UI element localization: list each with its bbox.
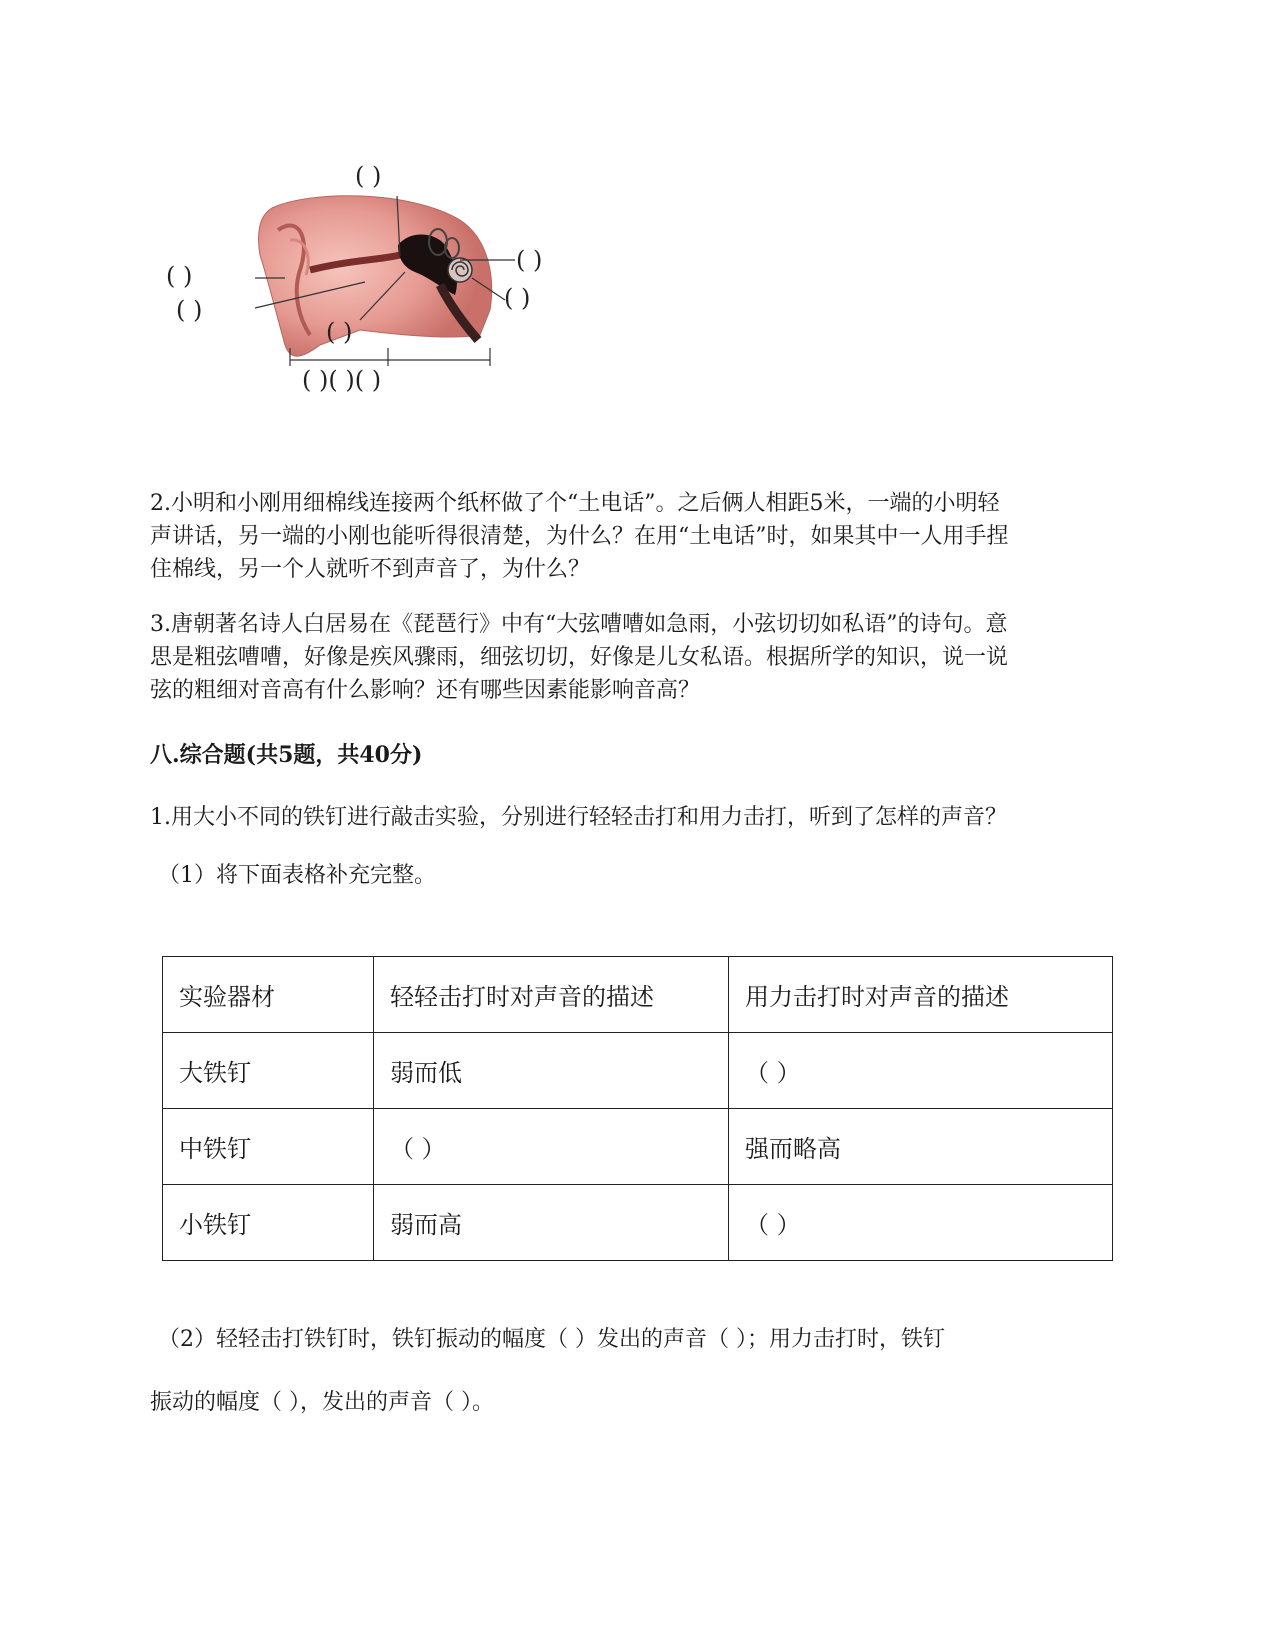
table-cell: 小铁钉 <box>163 1185 374 1261</box>
table-cell: 中铁钉 <box>163 1109 374 1185</box>
table-row <box>163 1185 1113 1261</box>
figure-label-left-upper: ( ) <box>166 262 193 290</box>
experiment-table <box>162 956 1113 1261</box>
question-2-line: 住棉线，另一个人就听不到声音了，为什么？ <box>150 557 591 582</box>
table-header: 轻轻击打时对声音的描述 <box>374 957 729 1033</box>
table-cell-blank[interactable]: （ ） <box>729 1033 1113 1109</box>
table-cell: 大铁钉 <box>163 1033 374 1109</box>
section-title: 八.综合题(共5题，共40分) <box>150 742 423 768</box>
question-2-line: 声讲话，另一端的小刚也能听得很清楚，为什么？在用“土电话”时，如果其中一人用手捏 <box>150 524 1009 549</box>
table-cell-blank[interactable]: （ ） <box>374 1109 729 1185</box>
table-row <box>163 1033 1113 1109</box>
ear-diagram <box>160 160 660 420</box>
question-3 <box>150 608 1125 707</box>
table-header: 用力击打时对声音的描述 <box>729 957 1113 1033</box>
ear-illustration-icon <box>160 160 660 420</box>
subquestion-1: （1）将下面表格补充完整。 <box>158 863 436 888</box>
table-cell: 强而略高 <box>729 1109 1113 1185</box>
question-1: 1.用大小不同的铁钉进行敲击实验，分别进行轻轻击打和用力击打，听到了怎样的声音？ <box>150 805 1007 830</box>
table-header-row <box>163 957 1113 1033</box>
figure-label-bottom-row: ( )( )( ) <box>302 366 382 394</box>
figure-label-left-lower: ( ) <box>176 296 203 324</box>
table-header: 实验器材 <box>163 957 374 1033</box>
table-cell: 弱而高 <box>374 1185 729 1261</box>
question-2 <box>150 487 1125 586</box>
table-row <box>163 1109 1113 1185</box>
question-3-line: 3.唐朝著名诗人白居易在《琵琶行》中有“大弦嘈嘈如急雨，小弦切切如私语”的诗句。意 <box>150 612 1008 637</box>
figure-label-top: ( ) <box>355 162 382 190</box>
question-2-line: 2.小明和小刚用细棉线连接两个纸杯做了个“土电话”。之后俩人相距5米，一端的小明轻 <box>150 491 1000 516</box>
figure-label-right-upper: ( ) <box>516 246 543 274</box>
table-cell-blank[interactable]: （ ） <box>729 1185 1113 1261</box>
subquestion-2-line-1: （2）轻轻击打铁钉时，铁钉振动的幅度（ ）发出的声音（ ）；用力击打时，铁钉 <box>158 1327 945 1352</box>
figure-label-right-lower: ( ) <box>504 284 531 312</box>
table-cell: 弱而低 <box>374 1033 729 1109</box>
question-3-line: 弦的粗细对音高有什么影响？还有哪些因素能影响音高？ <box>150 678 701 703</box>
subquestion-2-line-2: 振动的幅度（ ），发出的声音（ ）。 <box>150 1390 494 1415</box>
question-3-line: 思是粗弦嘈嘈，好像是疾风骤雨，细弦切切，好像是儿女私语。根据所学的知识，说一说 <box>150 645 1009 670</box>
figure-label-middle-bottom: ( ) <box>326 318 353 346</box>
